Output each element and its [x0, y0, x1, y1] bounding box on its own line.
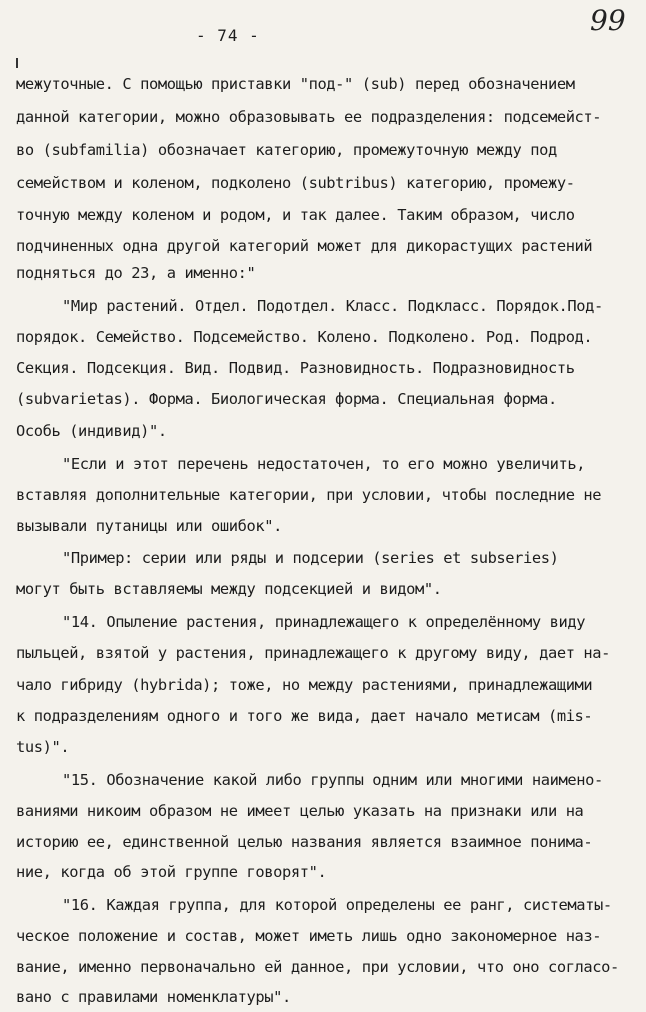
- text-line: "Мир растений. Отдел. Подотдел. Класс. Подкласс. Порядок.Под-: [62, 297, 603, 315]
- text-line: "15. Обозначение какой либо группы одним или многими наимено-: [62, 771, 603, 789]
- text-line: семейством и коленом, подколено (subtribus) категорию, промежу-: [16, 174, 575, 192]
- text-line: Секция. Подсекция. Вид. Подвид. Разновидность. Подразновидность: [16, 359, 575, 377]
- text-line: чало гибриду (hybrida); тоже, но между растениями, принадлежащими: [16, 676, 593, 694]
- folio-number: 99: [590, 4, 626, 37]
- text-line: порядок. Семейство. Подсемейство. Колено. Подколено. Род. Подрод.: [16, 328, 593, 346]
- text-line: точную между коленом и родом, и так далее. Таким образом, число: [16, 206, 575, 224]
- text-line: к подразделениям одного и того же вида, дает начало метисам (mis-: [16, 707, 593, 725]
- text-line: ческое положение и состав, может иметь лишь одно закономерное наз-: [16, 927, 602, 945]
- text-line: ние, когда об этой группе говорят".: [16, 863, 327, 881]
- text-line: "16. Каждая группа, для которой определены ее ранг, систематы-: [62, 896, 612, 914]
- text-line: Особь (индивид)".: [16, 422, 167, 440]
- text-line: "14. Опыление растения, принадлежащего к определённому виду: [62, 613, 586, 631]
- text-line: вставляя дополнительные категории, при условии, чтобы последние не: [16, 486, 602, 504]
- margin-mark: [16, 58, 18, 68]
- text-line: вызывали путаницы или ошибок".: [16, 517, 282, 535]
- text-line: вание, именно первоначально ей данное, при условии, что оно согласо-: [16, 958, 619, 976]
- text-line: "Если и этот перечень недостаточен, то его можно увеличить,: [62, 455, 586, 473]
- text-line: подчиненных одна другой категорий может для дикорастущих растений: [16, 237, 593, 255]
- text-line: (subvarietas). Форма. Биологическая форма. Специальная форма.: [16, 390, 557, 408]
- text-line: "Пример: серии или ряды и подсерии (series et subseries): [62, 549, 559, 567]
- text-line: tus)".: [16, 738, 70, 756]
- text-line: межуточные. С помощью приставки "под-" (sub) перед обозначением: [16, 75, 575, 93]
- text-line: данной категории, можно образовывать ее подразделения: подсемейст-: [16, 108, 602, 126]
- text-line: во (subfamilia) обозначает категорию, промежуточную между под: [16, 141, 557, 159]
- text-line: подняться до 23, а именно:": [16, 264, 256, 282]
- text-line: историю ее, единственной целью названия является взаимное понима-: [16, 833, 593, 851]
- text-line: пыльцей, взятой у растения, принадлежащего к другому виду, дает на-: [16, 644, 611, 662]
- text-line: вано с правилами номенклатуры".: [16, 988, 291, 1006]
- text-line: могут быть вставляемы между подсекцией и видом".: [16, 580, 442, 598]
- text-line: ваниями никоим образом не имеет целью указать на признаки или на: [16, 802, 584, 820]
- page-number: - 74 -: [196, 26, 260, 45]
